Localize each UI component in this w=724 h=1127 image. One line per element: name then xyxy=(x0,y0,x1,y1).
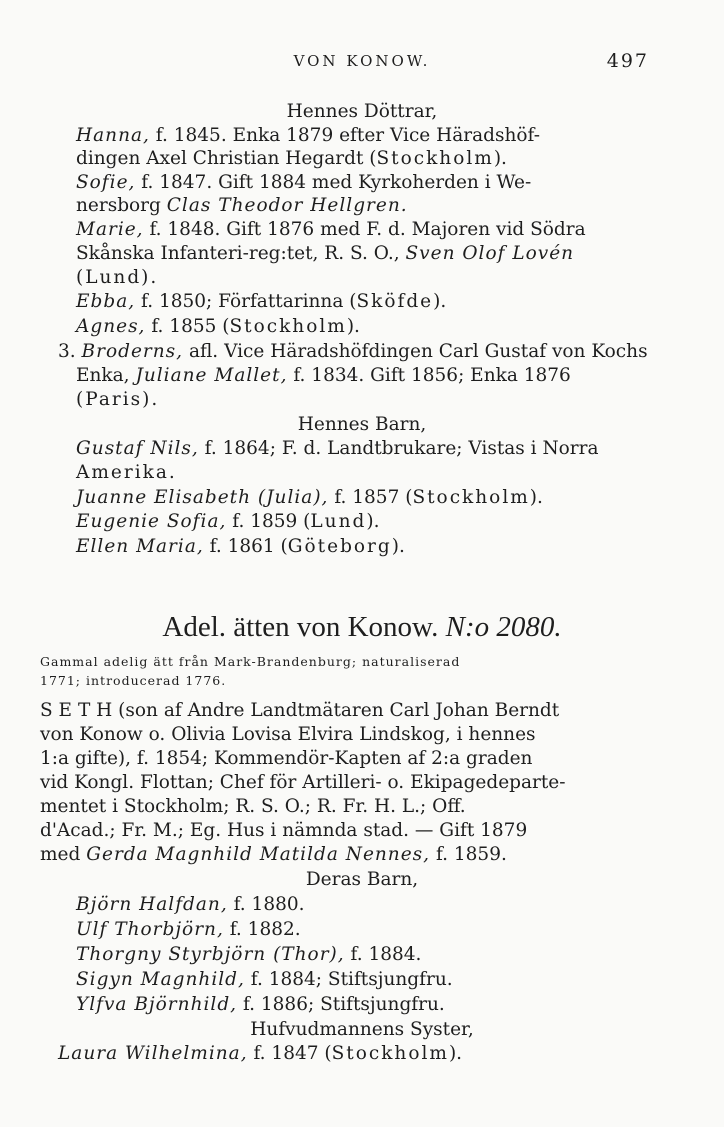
entry-item-3-place: (Paris). xyxy=(76,389,160,410)
entry-hanna-cont xyxy=(76,148,507,170)
family-heading xyxy=(0,611,724,644)
entry-eugenie xyxy=(76,511,379,533)
place-name: Lund xyxy=(310,511,367,532)
entry-bjorn xyxy=(76,894,305,916)
entry-text: f. 1859 ( xyxy=(232,511,311,532)
entry-thorgny xyxy=(76,944,421,966)
person-name: Ulf Thorbjörn, xyxy=(76,919,224,940)
person-name: Thorgny Styrbjörn (Thor), xyxy=(76,944,345,965)
person-name: Sofie, xyxy=(76,172,136,193)
person-name: Marie, xyxy=(76,219,144,240)
running-title: VON KONOW. xyxy=(293,52,431,70)
person-name: Laura Wilhelmina, xyxy=(58,1043,248,1064)
entry-text-end: ). xyxy=(529,487,543,508)
seth-line-3: 1:a gifte), f. 1854; Kommendör-Kapten af 2:a graden xyxy=(40,748,533,769)
entry-text: f. 1847 ( xyxy=(253,1043,332,1064)
place-name: Stockholm xyxy=(412,487,530,508)
entry-gustaf xyxy=(76,438,599,460)
entry-text: f. 1884; Stiftsjungfru. xyxy=(250,969,453,990)
person-name: Ebba, xyxy=(76,291,136,312)
entry-text-end: ). xyxy=(346,316,360,337)
place-name: Stockholm xyxy=(229,316,347,337)
place-name: Stockholm xyxy=(331,1043,449,1064)
subheading-children: Hennes Barn, xyxy=(297,414,427,435)
entry-text-end: ). xyxy=(366,511,380,532)
seth-line-4: vid Kongl. Flottan; Chef för Artilleri- o. Ekipagedeparte- xyxy=(40,772,566,793)
entry-text-end: ). xyxy=(448,1043,463,1064)
entry-marie-cont xyxy=(76,243,574,265)
seth-line-6: d'Acad.; Fr. M.; Eg. Hus i nämnda stad. — Gift 1879 xyxy=(40,820,528,841)
entry-text: Skånska Infanteri-reg:tet, R. S. O., xyxy=(76,243,400,264)
entry-text: med xyxy=(40,844,81,865)
seth-line-7 xyxy=(40,844,507,866)
place-name: Stockholm xyxy=(376,148,494,169)
spouse-name: Sven Olof Lovén xyxy=(405,243,575,264)
person-name: Juanne Elisabeth (Julia), xyxy=(76,487,329,508)
entry-text: f. 1859. xyxy=(435,844,507,865)
entry-text: f. 1847. Gift 1884 med Kyrkoherden i We- xyxy=(141,172,532,193)
entry-text: f. 1884. xyxy=(350,944,422,965)
spouse-name: Juliane Mallet, xyxy=(135,365,288,386)
entry-item-3-cont xyxy=(76,365,571,387)
seth-line-2: von Konow o. Olivia Lovisa Elvira Lindskog, i hennes xyxy=(40,724,536,745)
entry-ylfva xyxy=(76,994,445,1016)
person-name: Gustaf Nils, xyxy=(76,438,199,459)
entry-text: afl. Vice Häradshöfdingen Carl Gustaf von Kochs xyxy=(188,341,648,362)
person-name: Agnes, xyxy=(76,316,146,337)
person-name: Hanna, xyxy=(76,125,150,146)
family-heading-number: N:o 2080. xyxy=(445,611,562,643)
entry-agnes xyxy=(76,316,360,338)
person-name: Broderns, xyxy=(81,341,184,362)
entry-text: nersborg xyxy=(76,195,161,216)
place-name: Sköfde xyxy=(356,291,434,312)
entry-hanna xyxy=(76,125,540,147)
entry-text-end: ). xyxy=(493,148,507,169)
entry-text: f. 1848. Gift 1876 med F. d. Majoren vid Södra xyxy=(149,219,586,240)
family-heading-title: Adel. ätten von Konow. xyxy=(162,611,439,643)
person-name: Björn Halfdan, xyxy=(76,894,228,915)
person-name: Sigyn Magnhild, xyxy=(76,969,245,990)
subheading-sister: Hufvudmannens Syster, xyxy=(250,1019,474,1040)
seth-line-1: S E T H (son af Andre Landtmätaren Carl Johan Berndt xyxy=(40,700,560,721)
entry-marie xyxy=(76,219,586,241)
entry-sofie xyxy=(76,172,531,194)
family-description-line-2: 1771; introducerad 1776. xyxy=(40,673,227,688)
seth-line-5: mentet i Stockholm; R. S. O.; R. Fr. H. L.; Off. xyxy=(40,796,466,817)
entry-text: f. 1857 ( xyxy=(334,487,413,508)
entry-text: f. 1845. Enka 1879 efter Vice Häradshöf- xyxy=(155,125,540,146)
item-number: 3. xyxy=(58,341,76,362)
entry-text: f. 1864; F. d. Landtbrukare; Vistas i Norra xyxy=(204,438,599,459)
entry-text: f. 1850; Författarinna ( xyxy=(141,291,357,312)
person-name: Ellen Maria, xyxy=(76,536,204,557)
entry-laura xyxy=(58,1043,462,1065)
entry-sigyn xyxy=(76,969,453,991)
entry-ebba xyxy=(76,291,446,313)
entry-juanne xyxy=(76,487,543,509)
entry-item-3 xyxy=(58,341,648,363)
entry-text: f. 1855 ( xyxy=(151,316,230,337)
entry-text: f. 1861 ( xyxy=(209,536,288,557)
entry-text: f. 1834. Gift 1856; Enka 1876 xyxy=(293,365,571,386)
subheading-daughters: Hennes Döttrar, xyxy=(286,101,438,122)
entry-text-end: ). xyxy=(433,291,447,312)
spouse-name: Gerda Magnhild Matilda Nennes, xyxy=(86,844,431,865)
entry-gustaf-cont: Amerika. xyxy=(76,462,177,483)
place-name: Göteborg xyxy=(287,536,392,557)
entry-sofie-cont xyxy=(76,195,408,217)
family-description-line-1: Gammal adelig ätt från Mark-Brandenburg; naturaliserad xyxy=(40,654,461,669)
subheading-their-children: Deras Barn, xyxy=(305,869,419,890)
entry-text: Enka, xyxy=(76,365,130,386)
entry-text: f. 1882. xyxy=(229,919,301,940)
page-header xyxy=(0,52,724,76)
spouse-name: Clas Theodor Hellgren. xyxy=(166,195,408,216)
entry-text: f. 1880. xyxy=(233,894,305,915)
entry-ellen xyxy=(76,536,405,558)
page-number: 497 xyxy=(606,50,649,72)
entry-text: dingen Axel Christian Hegardt ( xyxy=(76,148,377,169)
entry-ulf xyxy=(76,919,301,941)
person-name: Ylfva Björnhild, xyxy=(76,994,238,1015)
entry-text-end: ). xyxy=(391,536,405,557)
entry-text: f. 1886; Stiftsjungfru. xyxy=(242,994,445,1015)
entry-marie-place: (Lund). xyxy=(76,267,159,288)
person-name: Eugenie Sofia, xyxy=(76,511,227,532)
